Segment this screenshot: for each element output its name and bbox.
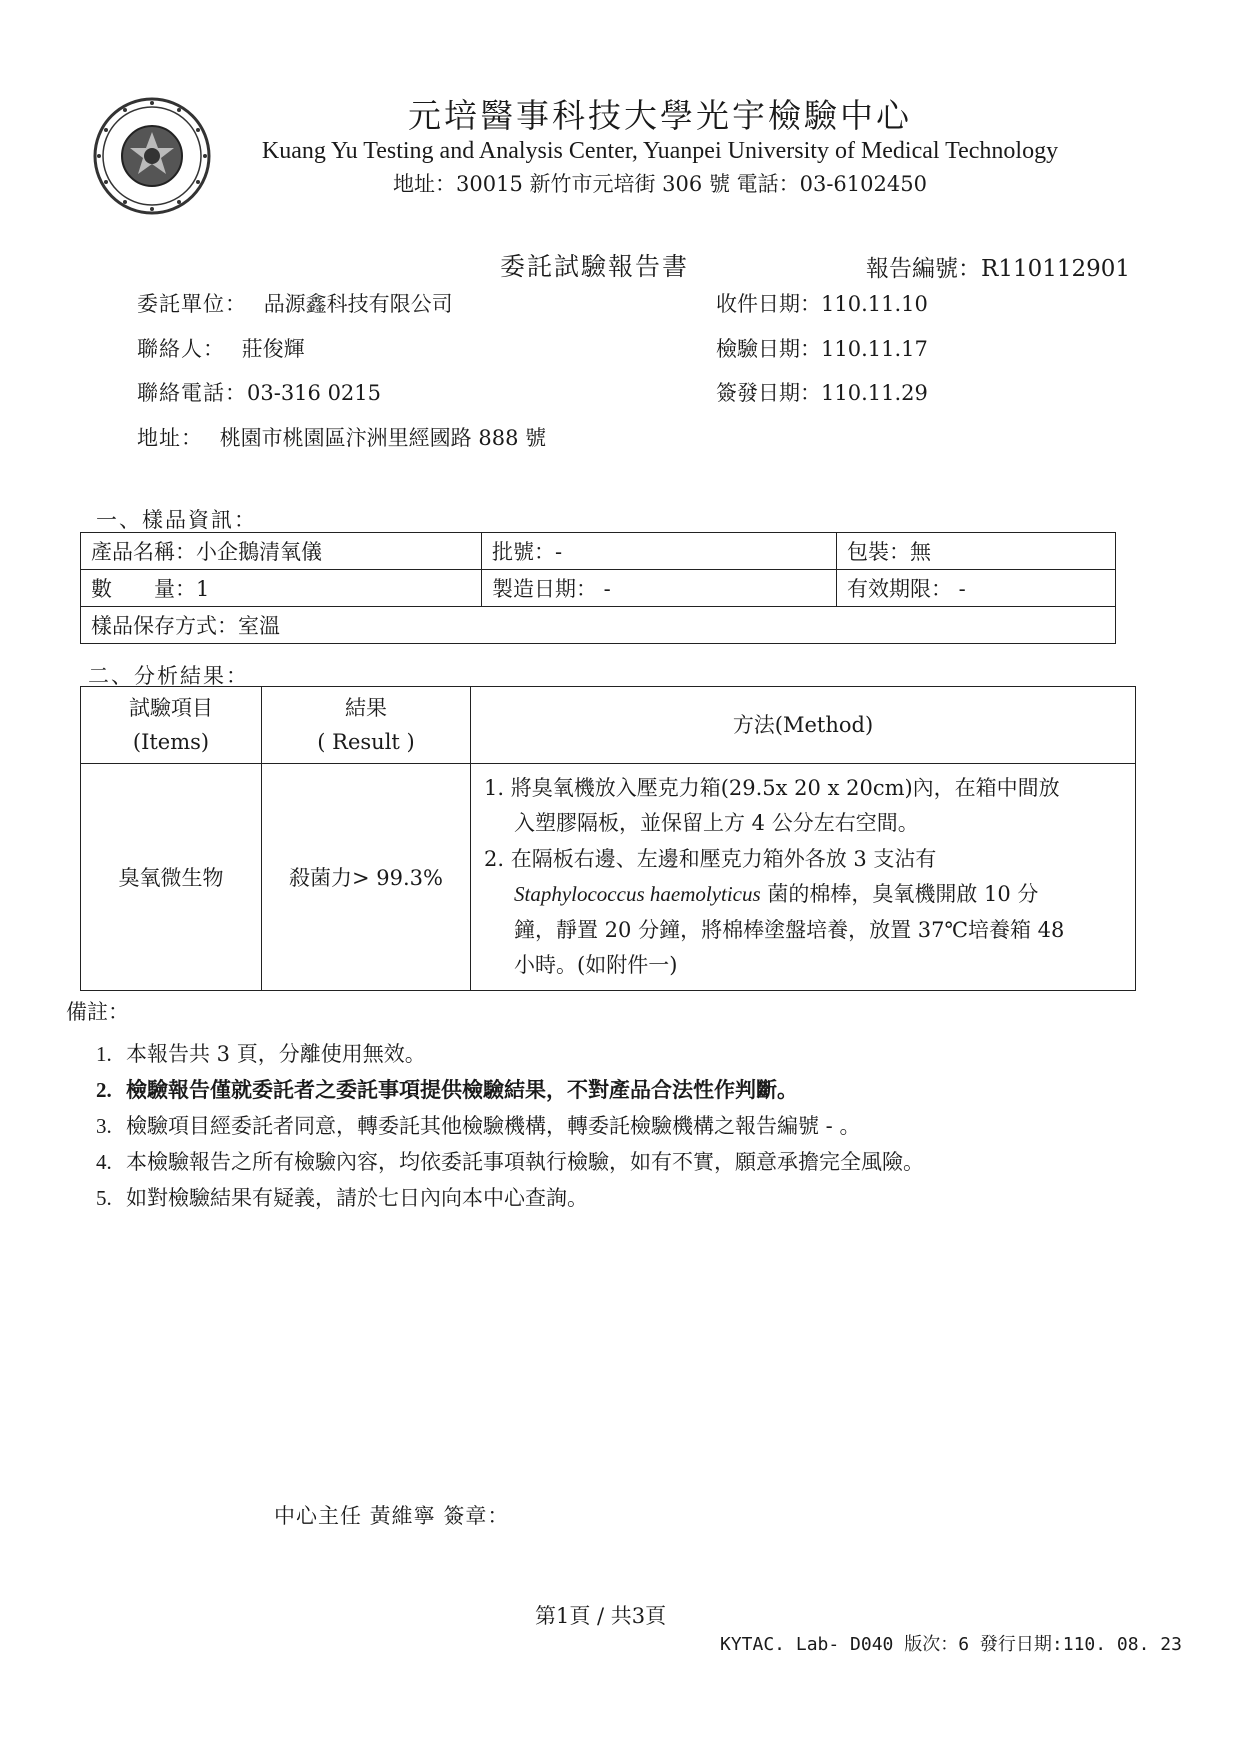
bacteria-name: Staphylococcus haemolyticus bbox=[514, 882, 761, 906]
method-line-2: 入塑膠隔板，並保留上方 4 公分左右空間。 bbox=[514, 811, 919, 835]
mfg-date-cell: 製造日期： - bbox=[482, 570, 837, 607]
client-phone-value: 03-316 0215 bbox=[247, 381, 382, 405]
client-address bbox=[137, 422, 546, 452]
remark-text: 檢驗項目經委託者同意，轉委託其他檢驗機構，轉委託檢驗機構之報告編號 - 。 bbox=[126, 1114, 861, 1138]
page-number: 第1頁 / 共3頁 bbox=[535, 1604, 667, 1628]
method-line-1: 1. 將臭氧機放入壓克力箱(29.5x 20 x 20cm)內，在箱中間放 bbox=[484, 775, 1060, 800]
center-title-zh: 元培醫事科技大學光宇檢驗中心 bbox=[408, 96, 912, 135]
client-contact bbox=[137, 333, 305, 363]
product-name-cell: 產品名稱：小企鵝清氧儀 bbox=[81, 533, 482, 570]
method-header: 方法(Method) bbox=[471, 687, 1136, 764]
report-number: 報告編號：R110112901 bbox=[866, 256, 1131, 282]
client-phone bbox=[137, 377, 381, 407]
result-header-en: ( Result ) bbox=[317, 730, 415, 754]
package-cell: 包裝：無 bbox=[837, 533, 1116, 570]
quantity-cell: 數 量：1 bbox=[81, 570, 482, 607]
remark-text: 檢驗報告僅就委託者之委託事項提供檢驗結果，不對產品合法性作判斷。 bbox=[126, 1077, 798, 1102]
method-line-6: 小時。(如附件一) bbox=[514, 953, 678, 977]
client-address-label: 地址： bbox=[137, 426, 203, 450]
remark-text: 本檢驗報告之所有檢驗內容，均依委託事項執行檢驗，如有不實，願意承擔完全風險。 bbox=[126, 1150, 924, 1174]
remark-item bbox=[96, 1146, 924, 1176]
remark-number: 1. bbox=[96, 1042, 112, 1066]
item-cell: 臭氧微生物 bbox=[81, 764, 262, 991]
remark-item bbox=[96, 1038, 426, 1068]
method-cell bbox=[471, 764, 1136, 991]
university-seal-icon bbox=[92, 96, 212, 216]
method-line-5: 鐘，靜置 20 分鐘，將棉棒塗盤培養，放置 37℃培養箱 48 bbox=[514, 917, 1065, 942]
item-header bbox=[81, 687, 262, 764]
client-phone-label: 聯絡電話： bbox=[137, 381, 247, 405]
center-address-line: 地址：30015 新竹市元培街 306 號 電話：03-6102450 bbox=[393, 172, 927, 196]
sample-info-table bbox=[80, 532, 1116, 644]
test-date: 檢驗日期：110.11.17 bbox=[716, 337, 928, 361]
remark-item bbox=[96, 1074, 798, 1104]
method-line-4-rest: 菌的棉棒，臭氧機開啟 10 分 bbox=[760, 882, 1039, 906]
director-signature: 中心主任 黃維寧 簽章： bbox=[274, 1504, 510, 1528]
report-title: 委託試驗報告書 bbox=[500, 252, 690, 281]
method-line-4 bbox=[484, 877, 1134, 913]
expiry-cell: 有效期限： - bbox=[837, 570, 1116, 607]
remark-text: 如對檢驗結果有疑義，請於七日內向本中心查詢。 bbox=[126, 1186, 588, 1210]
analysis-section-title: 二、分析結果： bbox=[88, 664, 249, 688]
client-unit bbox=[137, 288, 453, 318]
center-title-en: Kuang Yu Testing and Analysis Center, Yuanpei University of Medical Technology bbox=[261, 138, 1059, 164]
client-contact-value: 莊俊輝 bbox=[241, 337, 305, 361]
remark-item bbox=[96, 1110, 860, 1140]
client-unit-label: 委託單位： bbox=[137, 292, 247, 316]
item-header-en: (Items) bbox=[132, 730, 210, 754]
received-date: 收件日期：110.11.10 bbox=[716, 292, 928, 316]
result-header-zh: 結果 bbox=[345, 696, 387, 720]
result-cell: 殺菌力> 99.3% bbox=[262, 764, 471, 991]
remark-number: 3. bbox=[96, 1114, 112, 1138]
storage-cell: 樣品保存方式：室溫 bbox=[81, 607, 1116, 644]
client-unit-value: 品源鑫科技有限公司 bbox=[263, 292, 453, 316]
issue-date: 簽發日期：110.11.29 bbox=[716, 381, 928, 405]
remarks-title: 備註： bbox=[66, 1000, 129, 1024]
client-address-value: 桃園市桃園區汴洲里經國路 888 號 bbox=[219, 426, 547, 450]
remark-text: 本報告共 3 頁，分離使用無效。 bbox=[126, 1042, 426, 1066]
remark-number: 4. bbox=[96, 1150, 112, 1174]
result-header bbox=[262, 687, 471, 764]
remark-number: 5. bbox=[96, 1186, 112, 1210]
analysis-result-table bbox=[80, 686, 1136, 991]
sample-section-title: 一、樣品資訊： bbox=[96, 508, 257, 532]
remark-item bbox=[96, 1182, 588, 1212]
method-line-3: 2. 在隔板右邊、左邊和壓克力箱外各放 3 支沾有 bbox=[484, 846, 937, 871]
item-header-zh: 試驗項目 bbox=[129, 696, 213, 720]
form-code: KYTAC. Lab- D040 版次：6 發行日期:110. 08. 23 bbox=[720, 1634, 1182, 1655]
remark-number: 2. bbox=[96, 1078, 112, 1102]
batch-cell: 批號：- bbox=[482, 533, 837, 570]
client-contact-label: 聯絡人： bbox=[137, 337, 225, 361]
